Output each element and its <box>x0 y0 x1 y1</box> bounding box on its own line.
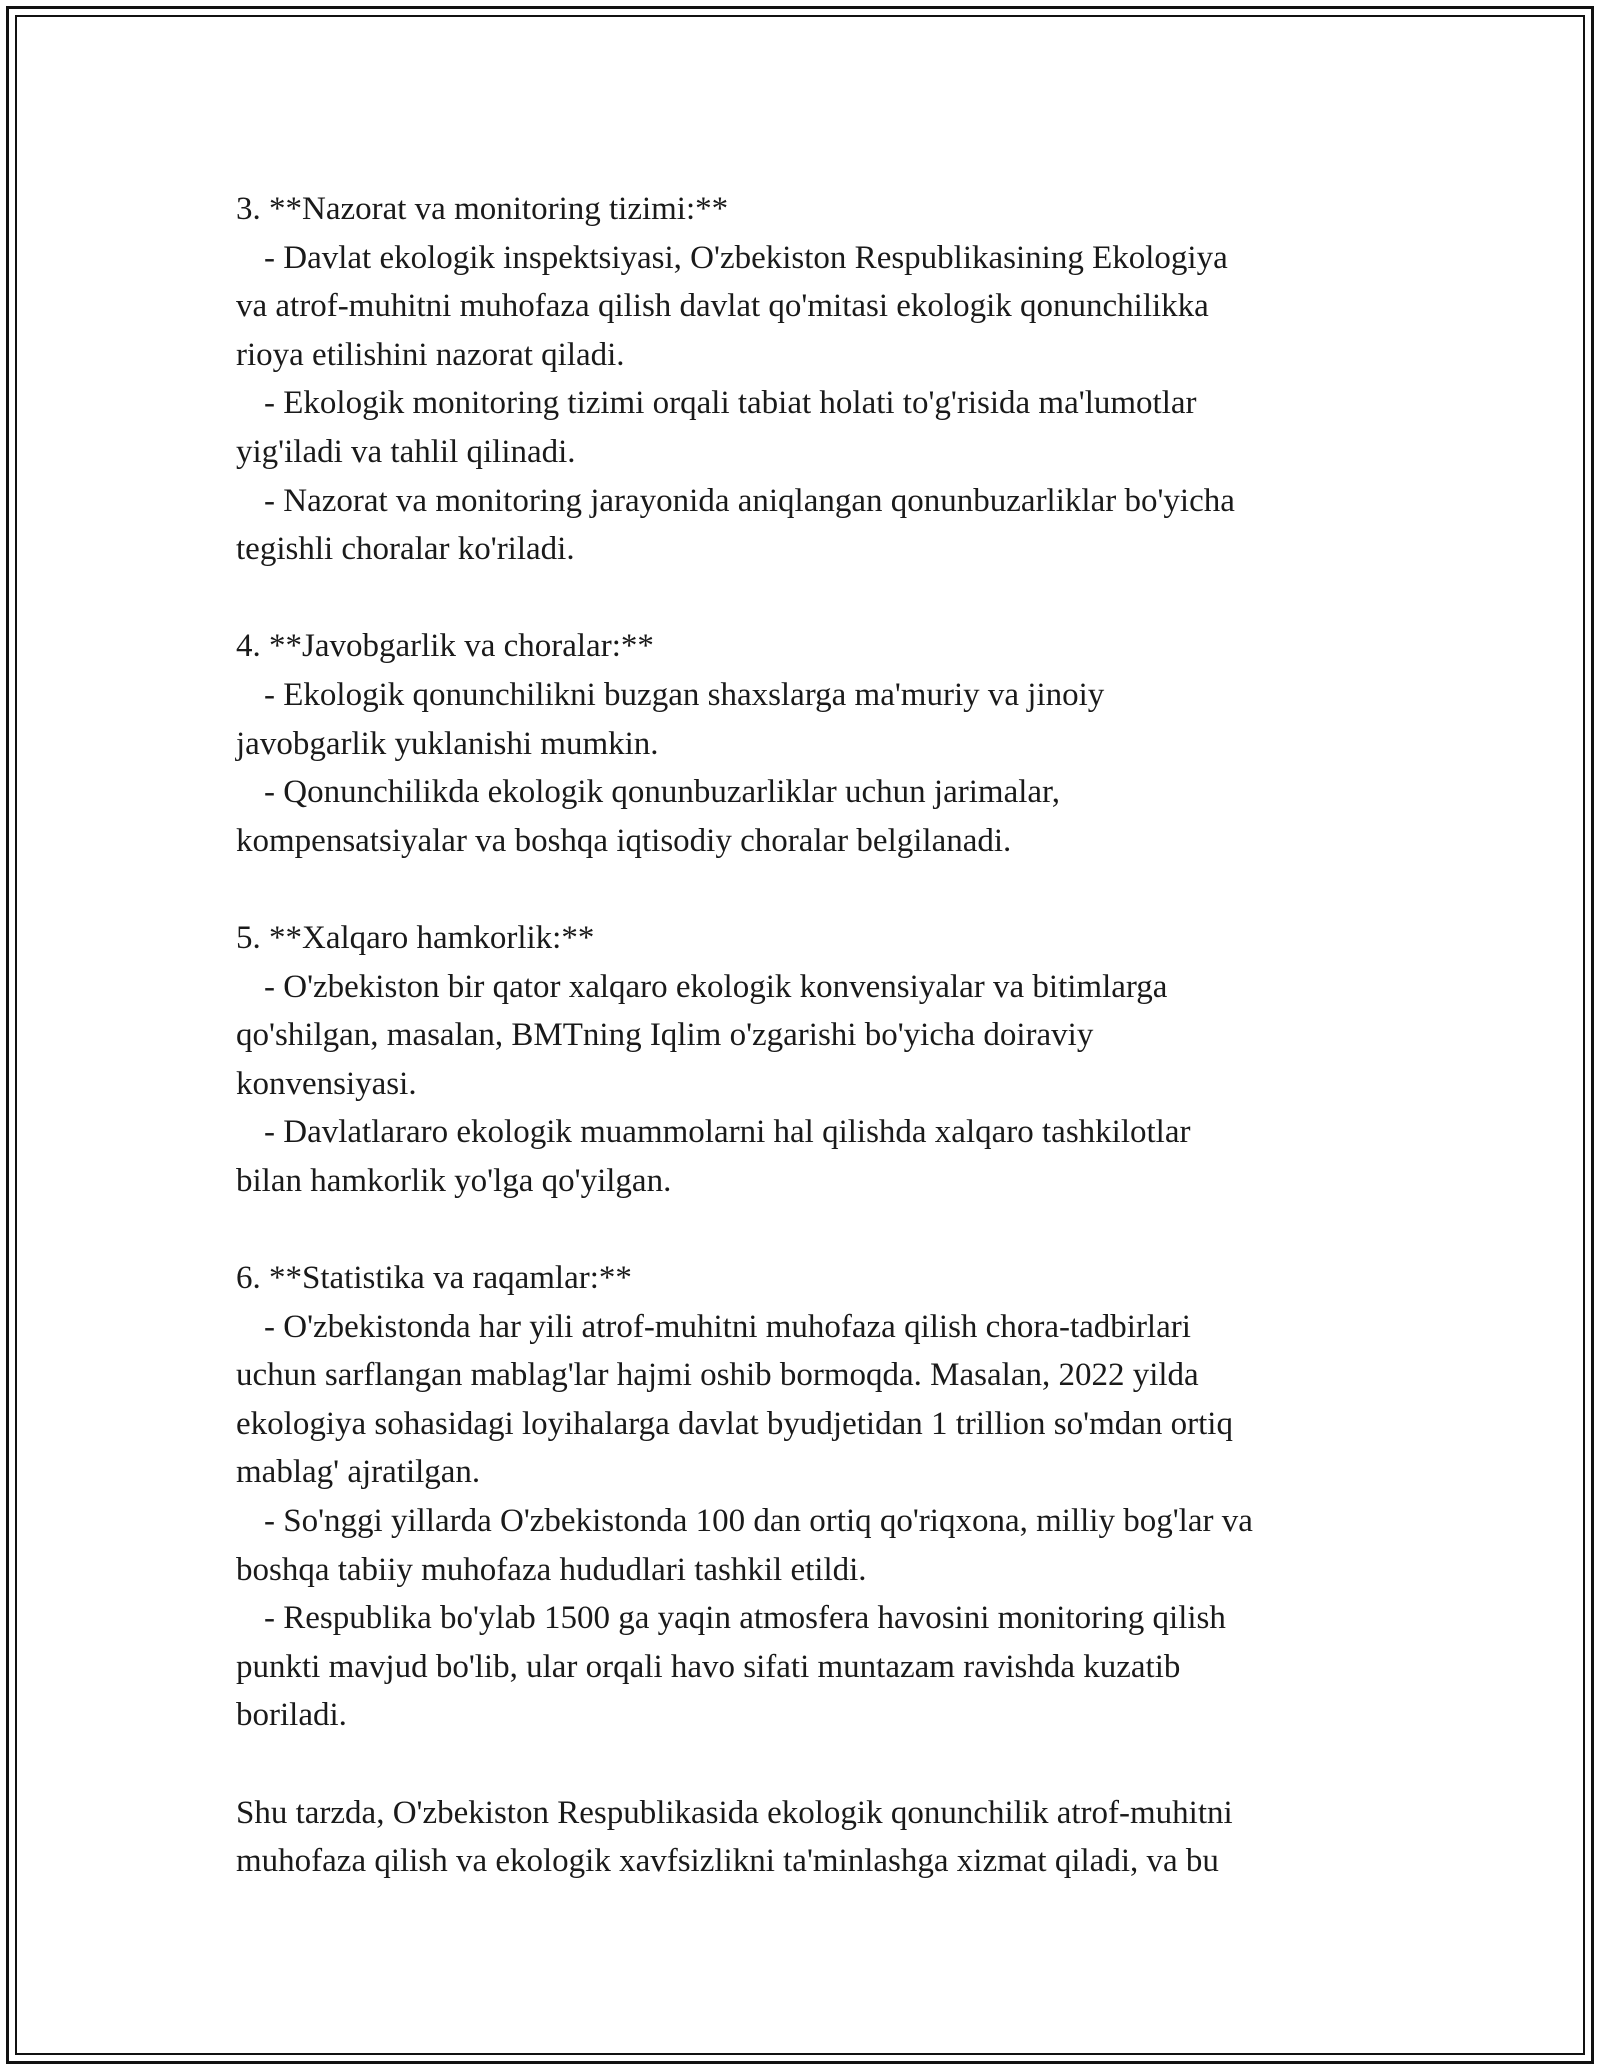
list-item-line: tegishli choralar ko'riladi. <box>236 531 575 568</box>
list-item-line: - Nazorat va monitoring jarayonida aniqlangan qonunbuzarliklar bo'yicha <box>264 482 1235 519</box>
list-item-line: - O'zbekiston bir qator xalqaro ekologik konvensiyalar va bitimlarga <box>264 968 1168 1005</box>
section-heading: 5. **Xalqaro hamkorlik:** <box>236 919 595 956</box>
list-item-line: qo'shilgan, masalan, BMTning Iqlim o'zgarishi bo'yicha doiraviy <box>236 1017 1094 1054</box>
list-item-line: - Davlatlararo ekologik muammolarni hal qilishda xalqaro tashkilotlar <box>264 1114 1191 1151</box>
section-heading: 4. **Javobgarlik va choralar:** <box>236 628 654 665</box>
list-item-line: rioya etilishini nazorat qiladi. <box>236 336 625 373</box>
list-item-line: - Ekologik qonunchilikni buzgan shaxslarga ma'muriy va jinoiy <box>264 676 1105 713</box>
closing-paragraph-line: muhofaza qilish va ekologik xavfsizlikni ta'minlashga xizmat qiladi, va bu <box>236 1843 1219 1880</box>
list-item-line: - O'zbekistonda har yili atrof-muhitni muhofaza qilish chora-tadbirlari <box>264 1308 1191 1345</box>
closing-paragraph-line: Shu tarzda, O'zbekiston Respublikasida ekologik qonunchilik atrof-muhitni <box>236 1794 1233 1831</box>
list-item-line: mablag' ajratilgan. <box>236 1454 481 1491</box>
list-item-line: javobgarlik yuklanishi mumkin. <box>236 725 659 762</box>
list-item-line: boshqa tabiiy muhofaza hududlari tashkil etildi. <box>236 1551 867 1588</box>
list-item-line: konvensiyasi. <box>236 1065 417 1102</box>
paragraph-gap <box>236 574 1376 623</box>
section-heading: 3. **Nazorat va monitoring tizimi:** <box>236 191 729 227</box>
paragraph-gap <box>236 1205 1376 1254</box>
list-item-line: bilan hamkorlik yo'lga qo'yilgan. <box>236 1162 672 1199</box>
list-item-line: ekologiya sohasidagi loyihalarga davlat byudjetidan 1 trillion so'mdan ortiq <box>236 1405 1233 1442</box>
list-item-line: punkti mavjud bo'lib, ular orqali havo sifati muntazam ravishda kuzatib <box>236 1648 1181 1685</box>
list-item-line: - Ekologik monitoring tizimi orqali tabiat holati to'g'risida ma'lumotlar <box>264 385 1197 422</box>
section-heading: 6. **Statistika va raqamlar:** <box>236 1260 632 1297</box>
list-item-line: kompensatsiyalar va boshqa iqtisodiy choralar belgilanadi. <box>236 822 1012 859</box>
list-item-line: - Respublika bo'ylab 1500 ga yaqin atmosfera havosini monitoring qilish <box>264 1600 1226 1637</box>
list-item-line: boriladi. <box>236 1697 347 1734</box>
list-item-line: uchun sarflangan mablag'lar hajmi oshib bormoqda. Masalan, 2022 yilda <box>236 1357 1199 1394</box>
list-item-line: - So'nggi yillarda O'zbekistonda 100 dan ortiq qo'riqxona, milliy bog'lar va <box>264 1503 1253 1540</box>
paragraph-gap <box>236 865 1376 914</box>
document-body <box>236 185 1376 1886</box>
list-item-line: yig'iladi va tahlil qilinadi. <box>236 433 576 470</box>
list-item-line: - Davlat ekologik inspektsiyasi, O'zbekiston Respublikasining Ekologiya <box>264 239 1228 276</box>
list-item-line: va atrof-muhitni muhofaza qilish davlat qo'mitasi ekologik qonunchilikka <box>236 288 1209 325</box>
list-item-line: - Qonunchilikda ekologik qonunbuzarliklar uchun jarimalar, <box>264 774 1060 811</box>
paragraph-gap <box>236 1740 1376 1789</box>
